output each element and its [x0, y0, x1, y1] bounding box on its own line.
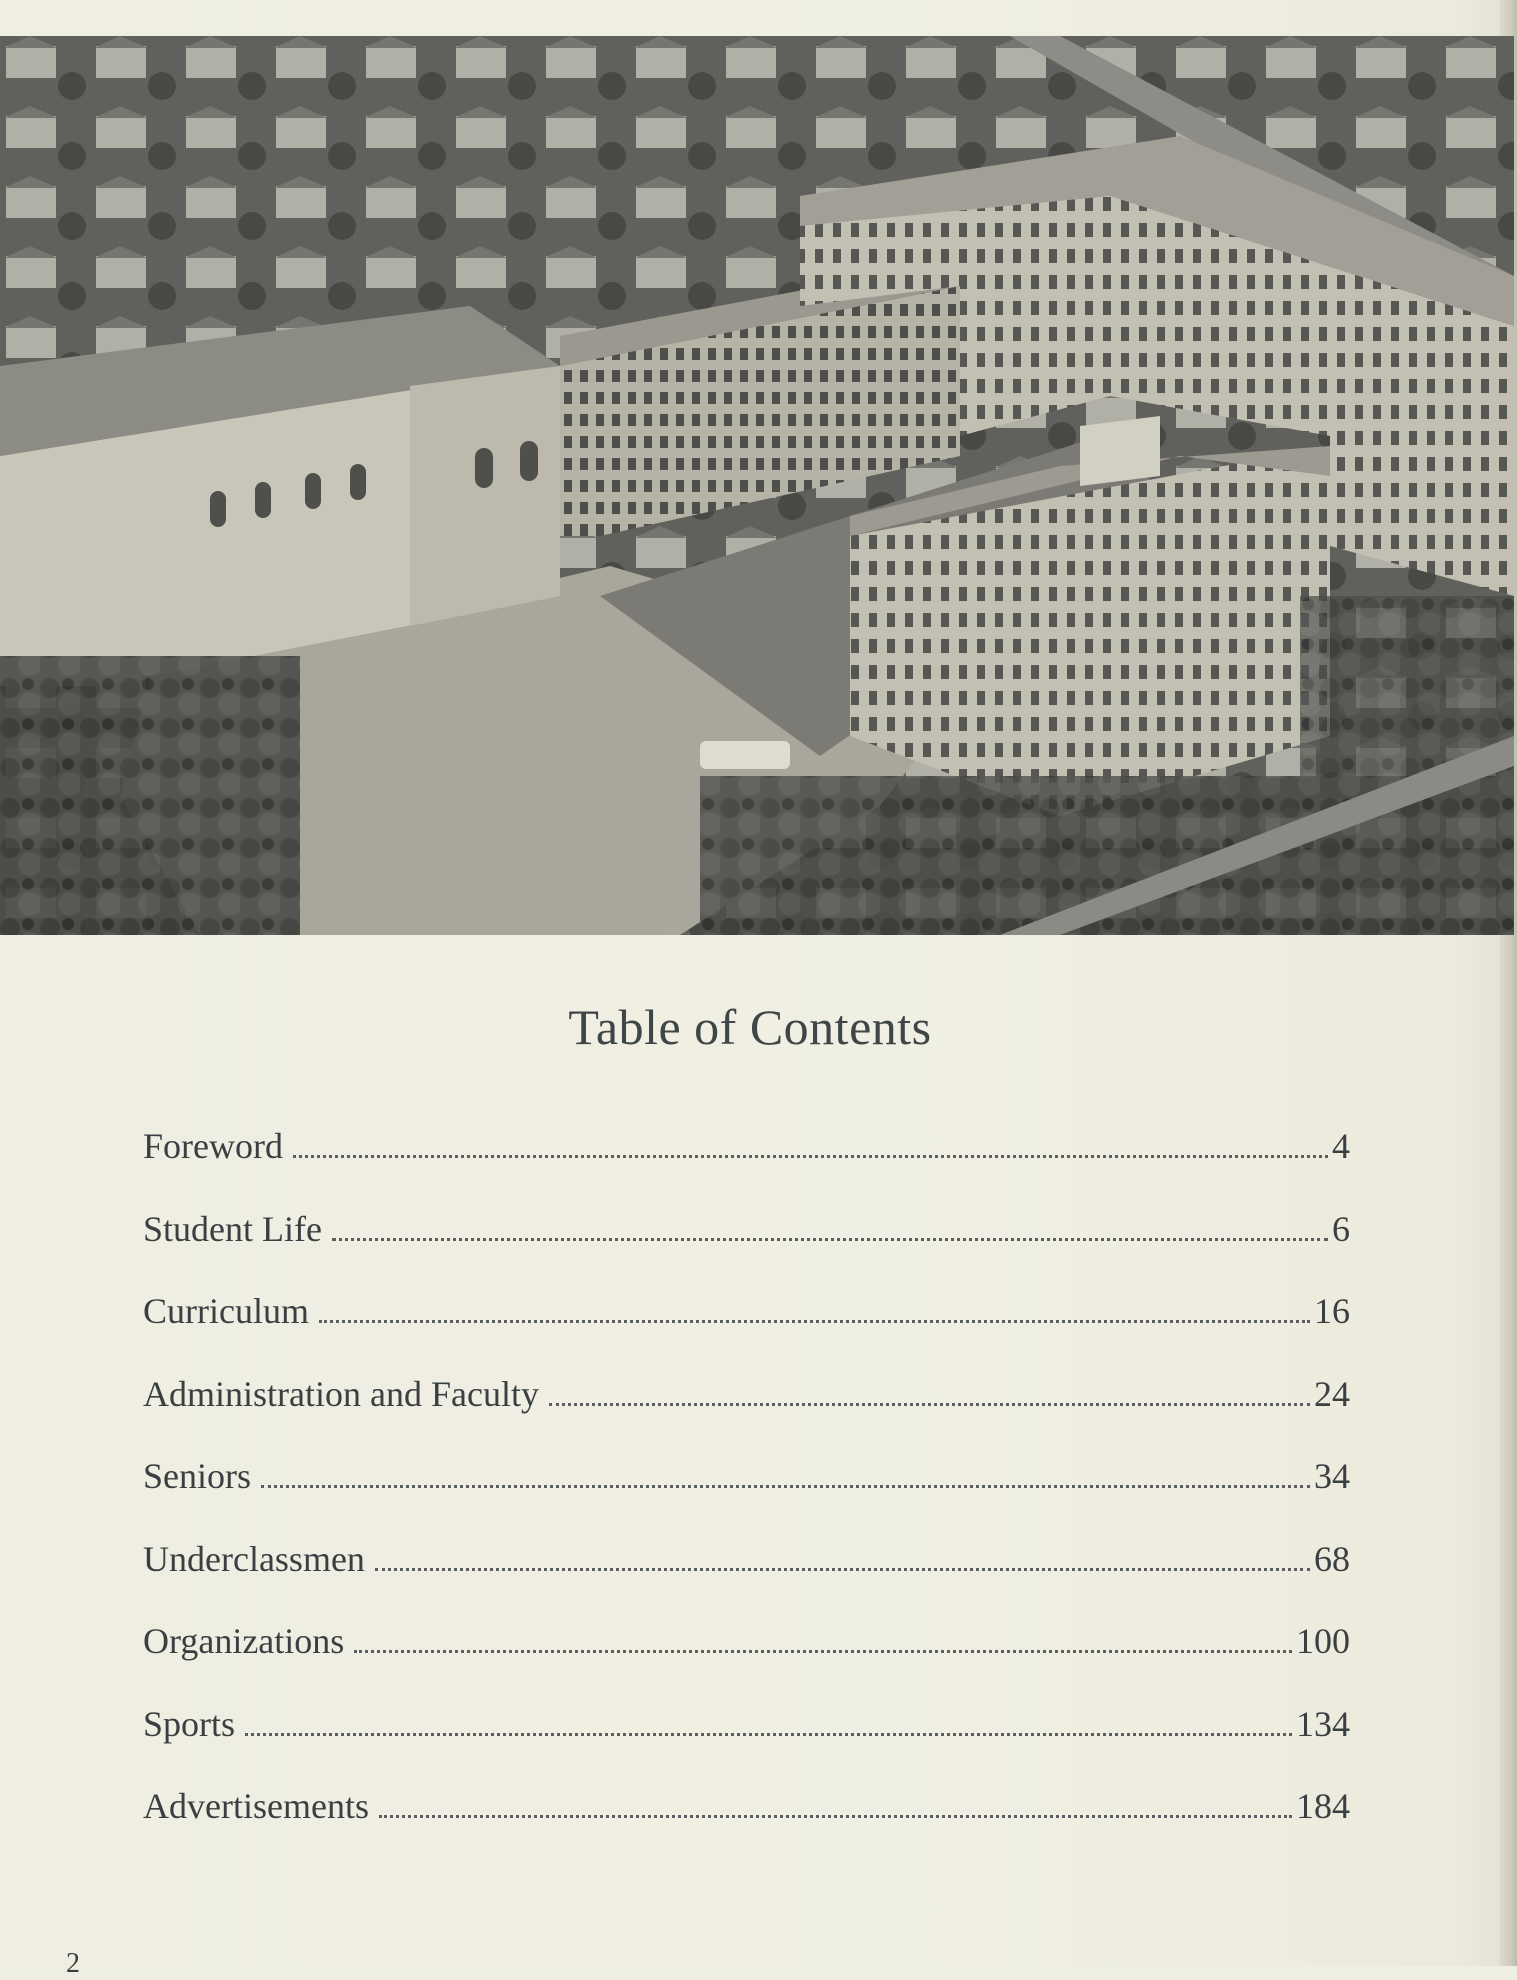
dot-leader	[354, 1650, 1292, 1653]
toc-entry-page: 4	[1332, 1126, 1350, 1166]
toc-entry-label: Sports	[143, 1703, 236, 1744]
toc-entry-label: Advertisements	[143, 1786, 369, 1826]
dot-leader	[245, 1733, 1292, 1736]
dot-leader	[319, 1320, 1310, 1323]
toc-entry-page: 184	[1296, 1786, 1350, 1826]
toc-entry-page: 6	[1332, 1208, 1350, 1249]
toc-entry-curriculum[interactable]	[143, 1290, 1350, 1373]
toc-entry-page: 68	[1314, 1538, 1350, 1579]
toc-entry-foreword[interactable]	[143, 1125, 1350, 1208]
toc-entry-page: 100	[1296, 1621, 1350, 1661]
toc-entry-administration-and-faculty[interactable]	[143, 1373, 1350, 1456]
toc-entry-page: 34	[1314, 1456, 1350, 1496]
dot-leader	[375, 1568, 1310, 1571]
dot-leader	[379, 1815, 1292, 1818]
aerial-campus-photo	[0, 36, 1514, 935]
dot-leader	[332, 1238, 1328, 1241]
dot-leader	[549, 1403, 1310, 1406]
toc-entry-label: Administration and Faculty	[143, 1373, 539, 1414]
dot-leader	[293, 1155, 1328, 1158]
dot-leader	[261, 1485, 1310, 1488]
toc-entry-label: Seniors	[143, 1456, 251, 1496]
toc-entry-organizations[interactable]	[143, 1620, 1350, 1703]
toc-entry-page: 134	[1296, 1703, 1350, 1744]
toc-entry-seniors[interactable]	[143, 1455, 1350, 1538]
toc-list	[143, 1125, 1350, 1868]
toc-entry-sports[interactable]	[143, 1703, 1350, 1786]
toc-entry-label: Student Life	[143, 1208, 322, 1249]
page-number: 2	[66, 1948, 80, 1979]
toc-title: Table of Contents	[568, 999, 932, 1055]
toc-entry-label: Foreword	[143, 1126, 283, 1166]
toc-entry-label: Organizations	[143, 1621, 345, 1661]
toc-entry-student-life[interactable]	[143, 1208, 1350, 1291]
toc-entry-page: 24	[1314, 1373, 1350, 1414]
toc-entry-label: Underclassmen	[143, 1538, 365, 1579]
toc-entry-advertisements[interactable]	[143, 1785, 1350, 1868]
toc-entry-label: Curriculum	[143, 1291, 309, 1331]
toc-entry-page: 16	[1314, 1291, 1350, 1331]
toc-entry-underclassmen[interactable]	[143, 1538, 1350, 1621]
